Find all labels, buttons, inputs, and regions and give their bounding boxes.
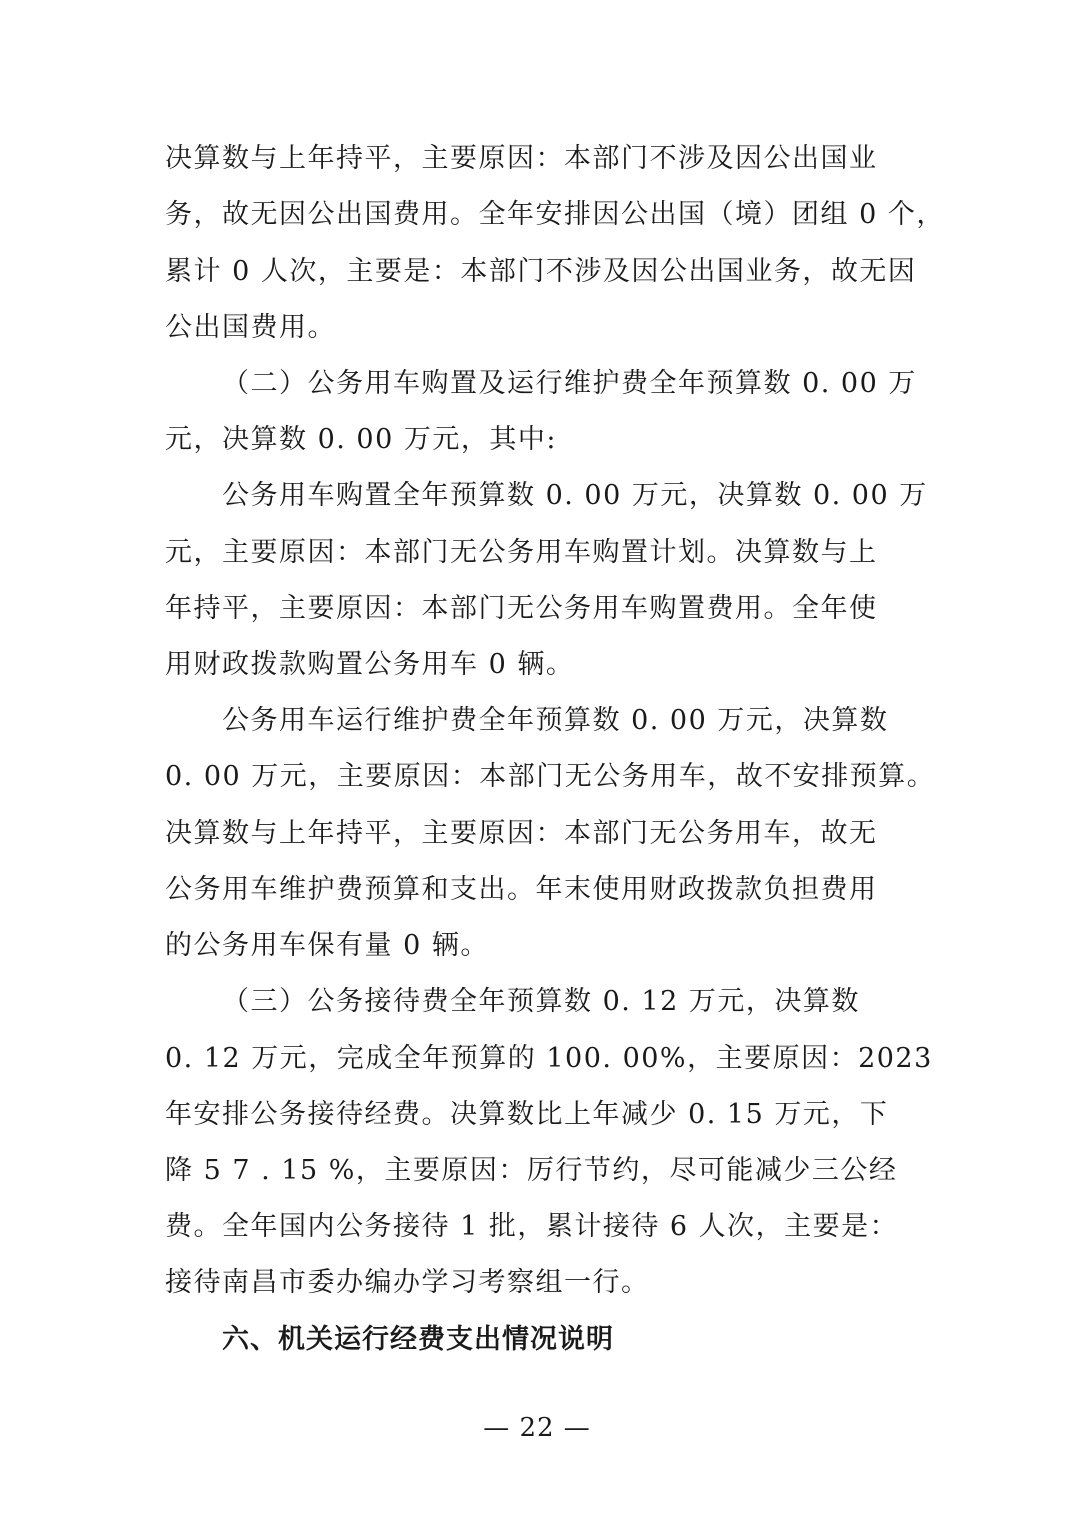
section-heading: 六、机关运行经费支出情况说明 — [222, 1324, 614, 1355]
text-line: 0. 12 万元，完成全年预算的 100. 00%，主要原因：2023 — [165, 1043, 933, 1074]
text-line: 公务用车运行维护费全年预算数 0. 00 万元，决算数 — [222, 705, 889, 736]
text-line: 用财政拨款购置公务用车 0 辆。 — [165, 649, 575, 680]
text-line: 累计 0 人次，主要是：本部门不涉及因公出国业务，故无因 — [165, 256, 917, 287]
text-line: 公出国费用。 — [165, 312, 336, 343]
text-line: 降 5 7 . 15 %，主要原因：厉行节约，尽可能减少三公经 — [165, 1155, 898, 1186]
text-line: 元，决算数 0. 00 万元，其中: — [165, 424, 557, 455]
text-line: 公务用车维护费预算和支出。年末使用财政拨款负担费用 — [165, 874, 878, 905]
text-line: （三）公务接待费全年预算数 0. 12 万元，决算数 — [222, 986, 860, 1017]
text-line: 决算数与上年持平，主要原因：本部门不涉及因公出国业 — [165, 143, 878, 174]
text-line: 接待南昌市委办编办学习考察组一行。 — [165, 1267, 650, 1298]
text-line: 费。全年国内公务接待 1 批，累计接待 6 人次，主要是： — [165, 1211, 899, 1242]
text-line: 0. 00 万元，主要原因：本部门无公务用车，故不安排预算。 — [165, 761, 936, 792]
text-line: 公务用车购置全年预算数 0. 00 万元，决算数 0. 00 万 — [222, 480, 928, 511]
text-line: 务，故无因公出国费用。全年安排因公出国（境）团组 0 个， — [165, 199, 945, 230]
text-line: 的公务用车保有量 0 辆。 — [165, 930, 489, 961]
text-line: 元，主要原因：本部门无公务用车购置计划。决算数与上 — [165, 537, 878, 568]
text-line: 决算数与上年持平，主要原因：本部门无公务用车，故无 — [165, 818, 878, 849]
text-line: 年安排公务接待经费。决算数比上年减少 0. 15 万元，下 — [165, 1099, 889, 1130]
text-line: （二）公务用车购置及运行维护费全年预算数 0. 00 万 — [222, 368, 917, 399]
page-number: — 22 — — [483, 1413, 591, 1443]
text-line: 年持平，主要原因：本部门无公务用车购置费用。全年使 — [165, 593, 878, 624]
